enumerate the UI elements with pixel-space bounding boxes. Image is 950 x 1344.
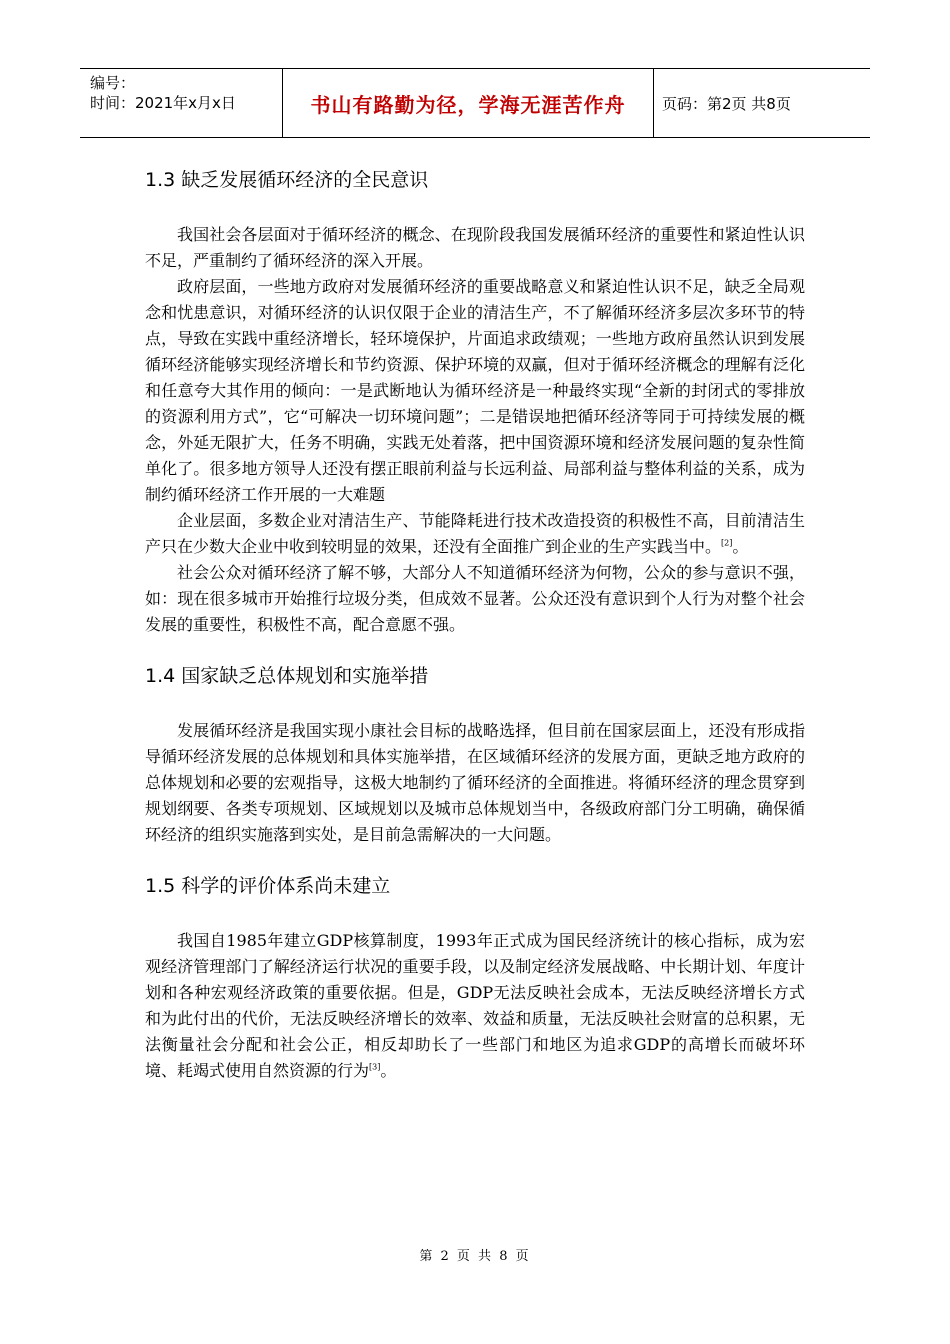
document-date: 时间：2021年x月x日 xyxy=(90,94,236,112)
section-1-4 xyxy=(145,656,805,848)
page-header xyxy=(80,68,870,138)
document-number-label: 编号： xyxy=(90,74,136,92)
page-footer: 第 2 页 共 8 页 xyxy=(419,1249,531,1264)
section-1-5 xyxy=(145,866,805,1084)
citation-ref: [2] xyxy=(721,538,733,548)
paragraph: 我国自1985年建立GDP核算制度，1993年正式成为国民经济统计的核心指标，成为宏观经济管理部门了解经济运行状况的重要手段，以及制定经济发展战略、中长期计划、年度计划和各种宏观经济政策的重要依据。但是，GDP无法反映社会成本，无法反映经济增长方式和为此付出的代价，无法反映经济增长的效率、效益和质量，无法反映社会财富的总积累，无法衡量社会分配和社会公正，相反却助长了一些部门和地区为追求GDP的高增长而破坏环境、耗竭式使用自然资源的行为[3]。 xyxy=(145,931,805,1080)
section-heading: 1.4 国家缺乏总体规划和实施举措 xyxy=(145,665,429,687)
paragraph: 社会公众对循环经济了解不够，大部分人不知道循环经济为何物，公众的参与意识不强，如：现在很多城市开始推行垃圾分类，但成效不显著。公众还没有意识到个人行为对整个社会发展的重要性，积极性不高，配合意愿不强。 xyxy=(145,563,805,634)
paragraph: 发展循环经济是我国实现小康社会目标的战略选择，但目前在国家层面上，还没有形成指导循环经济发展的总体规划和具体实施举措，在区域循环经济的发展方面，更缺乏地方政府的总体规划和必要的宏观指导，这极大地制约了循环经济的全面推进。将循环经济的理念贯穿到规划纲要、各类专项规划、区域规划以及城市总体规划当中，各级政府部门分工明确，确保循环经济的组织实施落到实处，是目前急需解决的一大问题。 xyxy=(145,721,805,844)
paragraph: 政府层面，一些地方政府对发展循环经济的重要战略意义和紧迫性认识不足，缺乏全局观念和忧患意识，对循环经济的认识仅限于企业的清洁生产，不了解循环经济多层次多环节的特点，导致在实践中重经济增长，轻环境保护，片面追求政绩观；一些地方政府虽然认识到发展循环经济能够实现经济增长和节约资源、保护环境的双赢，但对于循环经济概念的理解有泛化和任意夸大其作用的倾向：一是武断地认为循环经济是一种最终实现“全新的封闭式的零排放的资源利用方式”，它“可解决一切环境问题”；二是错误地把循环经济等同于可持续发展的概念，外延无限扩大，任务不明确，实践无处着落，把中国资源环境和经济发展问题的复杂性简单化了。很多地方领导人还没有摆正眼前利益与长远利益、局部利益与整体利益的关系，成为制约循环经济工作开展的一大难题 xyxy=(145,277,805,504)
section-heading: 1.3 缺乏发展循环经济的全民意识 xyxy=(145,169,429,191)
paragraph: 我国社会各层面对于循环经济的概念、在现阶段我国发展循环经济的重要性和紧迫性认识不足，严重制约了循环经济的深入开展。 xyxy=(145,225,805,270)
header-motto: 书山有路勤为径，学海无涯苦作舟 xyxy=(282,69,654,137)
paragraph: 企业层面，多数企业对清洁生产、节能降耗进行技术改造投资的积极性不高，目前清洁生产只在少数大企业中收到较明显的效果，还没有全面推广到企业的生产实践当中。[2]。 xyxy=(145,511,805,556)
section-heading: 1.5 科学的评价体系尚未建立 xyxy=(145,875,391,897)
document-body xyxy=(145,160,805,1102)
section-1-3 xyxy=(145,160,805,638)
header-page-info: 页码：第2页 共8页 xyxy=(662,94,791,113)
header-meta xyxy=(80,69,282,137)
citation-ref: [3] xyxy=(369,1062,381,1072)
